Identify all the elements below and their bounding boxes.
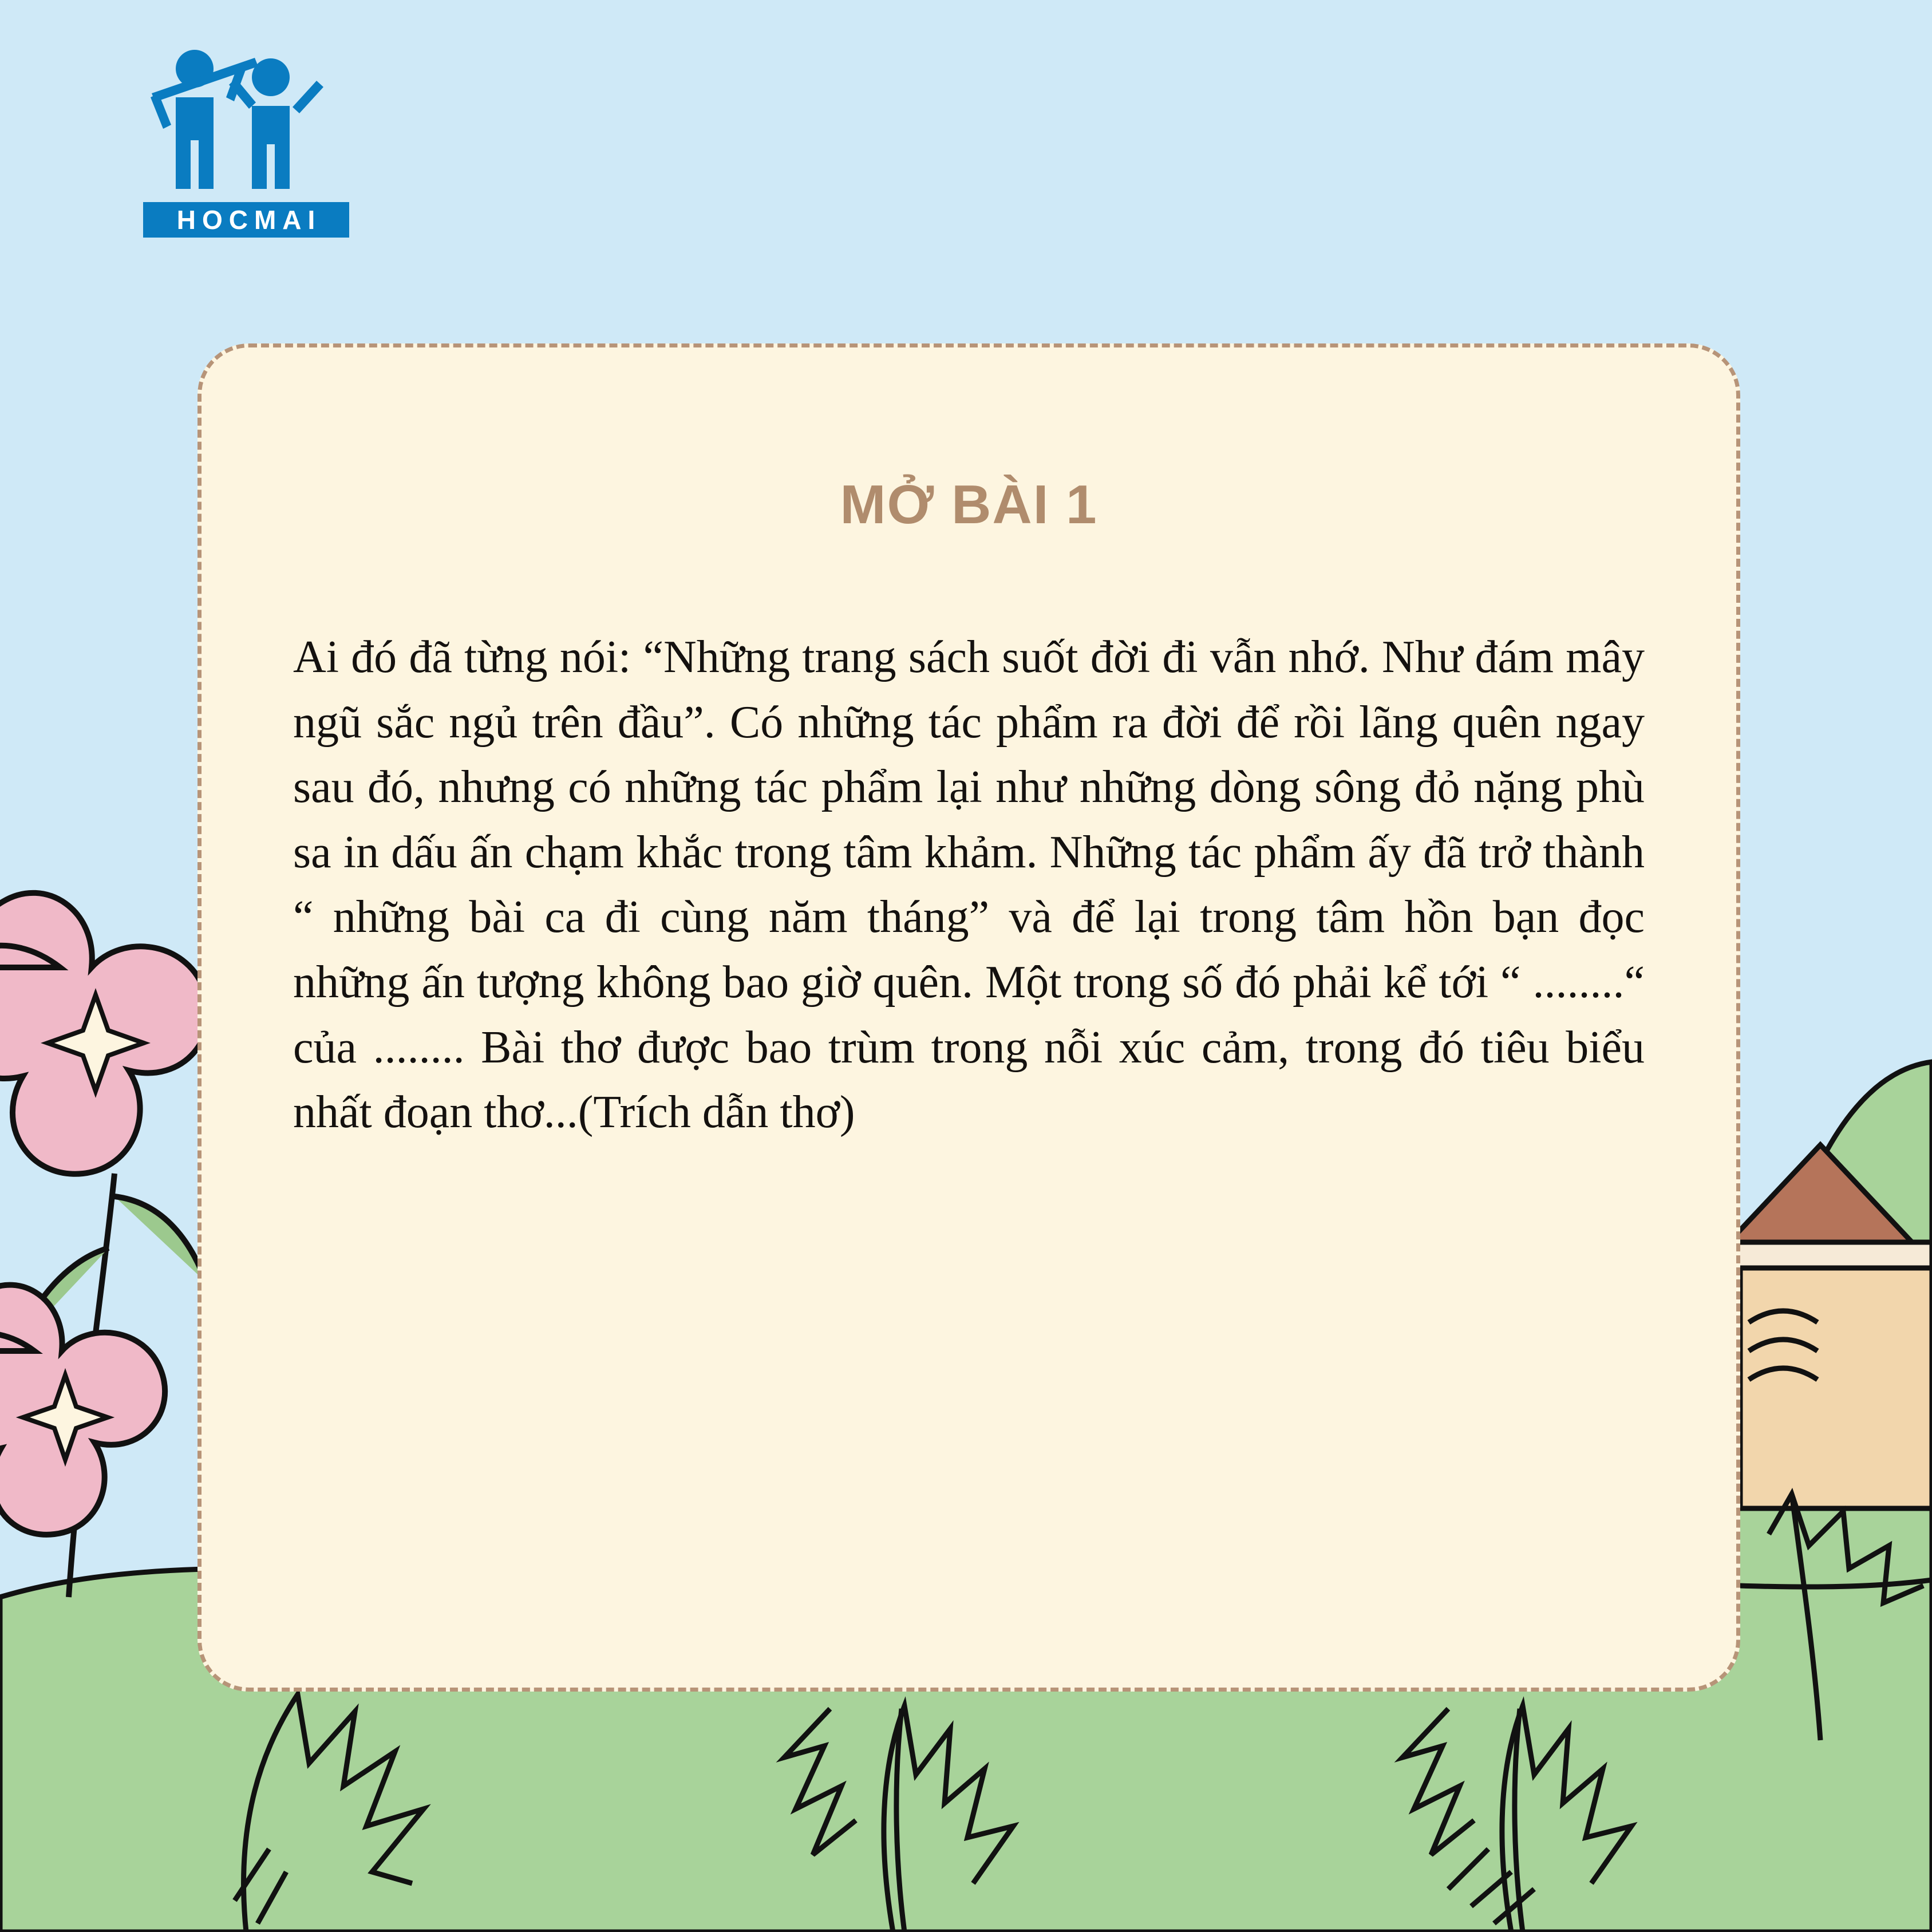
hocmai-logo[interactable]: [140, 43, 352, 238]
two-people-icon: [140, 43, 352, 203]
content-card: [197, 343, 1740, 1692]
page-title: MỞ BÀI 1: [840, 474, 1098, 535]
logo-wordmark: HOCMAI: [143, 202, 349, 238]
card-body-text: Ai đó đã từng nói: “Những trang sách suốt đời đi vẫn nhớ. Như đám mây ngũ sắc ngủ trên đầu”. Có những tác phẩm ra đời để rồi lãng quên ngay sau đó, nhưng có những tác phẩm lại như những dòng sông đỏ nặng phù sa in dấu ấn chạm khắc trong tâm khảm. Những tác phẩm ấy đã trở thành “ những bài ca đi cùng năm tháng” và để lại trong tâm hồn bạn đọc những ấn tượng không bao giờ quên. Một trong số đó phải kể tới “ ........“ của ........ Bài thơ được bao trùm trong nỗi xúc cảm, trong đó tiêu biểu nhất đoạn thơ...(Trích dẫn thơ): [293, 632, 1645, 1138]
